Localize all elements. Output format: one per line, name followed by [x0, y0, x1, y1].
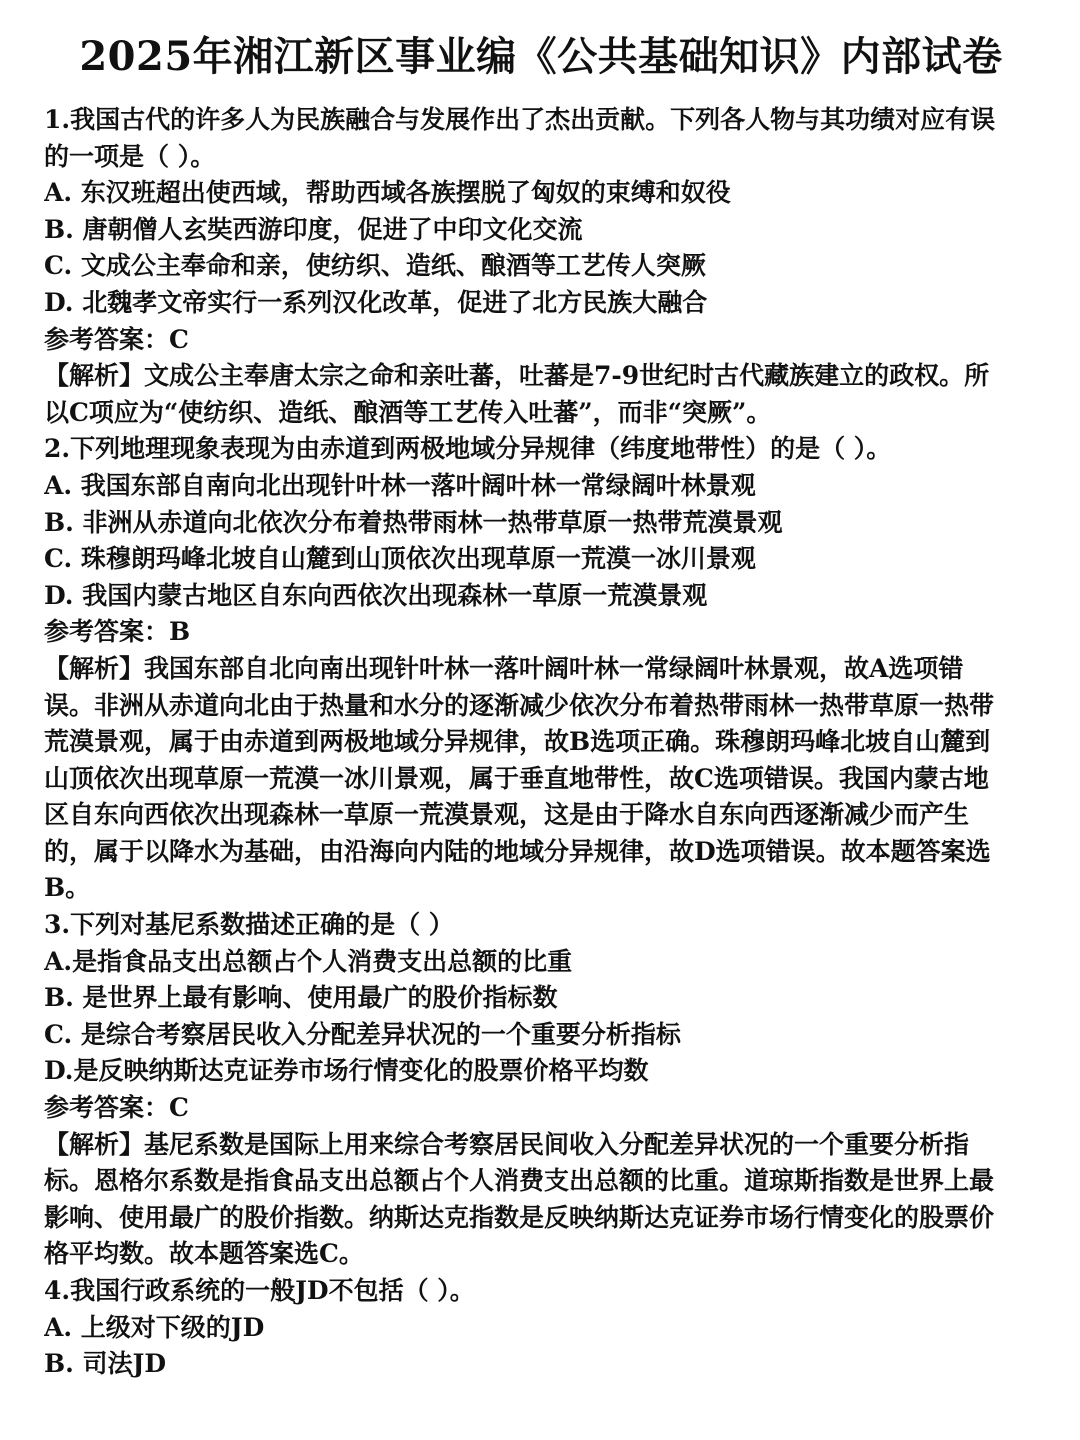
- question-stem-line: 1.我国古代的许多人为民族融合与发展作出了杰出贡献。下列各人物与其功绩对应有误: [44, 105, 996, 134]
- question-2: [44, 431, 1038, 907]
- answer: 参考答案：C: [44, 1093, 189, 1123]
- option-d: D. 北魏孝文帝实行一系列汉化改革，促进了北方民族大融合: [44, 287, 708, 317]
- question-stem-line: 2.下列地理现象表现为由赤道到两极地域分异规律（纬度地带性）的是（ ）。: [44, 434, 892, 464]
- option-c: C. 是综合考察居民收入分配差异状况的一个重要分析指标: [44, 1019, 681, 1049]
- option-d: D. 我国内蒙古地区自东向西依次出现森林一草原一荒漠景观: [44, 580, 708, 610]
- analysis-line: 误。非洲从赤道向北由于热量和水分的逐渐减少依次分布着热带雨林一热带草原一热带: [44, 690, 995, 720]
- option-a: A. 上级对下级的JD: [44, 1312, 265, 1342]
- analysis-line: 【解析】基尼系数是国际上用来综合考察居民间收入分配差异状况的一个重要分析指: [44, 1129, 970, 1159]
- option-d: D.是反映纳斯达克证券市场行情变化的股票价格平均数: [44, 1056, 649, 1086]
- option-b: B. 非洲从赤道向北依次分布着热带雨林一热带草原一热带荒漠景观: [44, 507, 783, 537]
- analysis-line: 【解析】我国东部自北向南出现针叶林一落叶阔叶林一常绿阔叶林景观，故A选项错: [44, 653, 964, 683]
- analysis-line: B。: [44, 873, 91, 903]
- option-a: A.是指食品支出总额占个人消费支出总额的比重: [44, 946, 573, 976]
- analysis-line: 山顶依次出现草原一荒漠一冰川景观，属于垂直地带性，故C选项错误。我国内蒙古地: [44, 763, 989, 793]
- analysis-line: 荒漠景观，属于由赤道到两极地域分异规律，故B选项正确。珠穆朗玛峰北坡自山麓到: [44, 727, 991, 757]
- page-title: 2025年湘江新区事业编《公共基础知识》内部试卷: [79, 33, 1003, 80]
- option-b: B. 是世界上最有影响、使用最广的股价指标数: [44, 983, 558, 1013]
- option-b: B. 司法JD: [44, 1349, 167, 1379]
- analysis-line: 区自东向西依次出现森林一草原一荒漠景观，这是由于降水自东向西逐渐减少而产生: [44, 800, 970, 830]
- analysis-line: 格平均数。故本题答案选C。: [44, 1239, 364, 1269]
- question-stem-line: 3.下列对基尼系数描述正确的是（ ）: [44, 910, 454, 940]
- analysis-line: 【解析】文成公主奉唐太宗之命和亲吐蕃，吐蕃是7-9世纪时古代藏族建立的政权。所: [44, 361, 990, 391]
- question-1: [44, 102, 1038, 431]
- question-stem-line: 的一项是（ ）。: [44, 141, 216, 171]
- question-3: [44, 907, 1038, 1273]
- analysis-line: 以C项应为“使纺织、造纸、酿酒等工艺传入吐蕃”，而非“突厥”。: [44, 397, 772, 427]
- analysis-line: 标。恩格尔系数是指食品支出总额占个人消费支出总额的比重。道琼斯指数是世界上最: [44, 1166, 995, 1196]
- option-c: C. 文成公主奉命和亲，使纺织、造纸、酿酒等工艺传人突厥: [44, 251, 706, 281]
- answer: 参考答案：B: [44, 617, 191, 647]
- option-a: A. 东汉班超出使西域，帮助西域各族摆脱了匈奴的束缚和奴役: [44, 178, 731, 208]
- analysis-line: 的，属于以降水为基础，由沿海向内陆的地域分异规律，故D选项错误。故本题答案选: [44, 836, 991, 866]
- option-b: B. 唐朝僧人玄奘西游印度，促进了中印文化交流: [44, 214, 583, 244]
- question-stem-line: 4.我国行政系统的一般JD不包括（ ）。: [44, 1276, 475, 1305]
- option-c: C. 珠穆朗玛峰北坡自山麓到山顶依次出现草原一荒漠一冰川景观: [44, 544, 756, 574]
- answer: 参考答案：C: [44, 324, 189, 354]
- analysis-line: 影响、使用最广的股价指数。纳斯达克指数是反映纳斯达克证券市场行情变化的股票价: [44, 1202, 995, 1232]
- question-4: [44, 1273, 1038, 1383]
- option-a: A. 我国东部自南向北出现针叶林一落叶阔叶林一常绿阔叶林景观: [44, 470, 756, 500]
